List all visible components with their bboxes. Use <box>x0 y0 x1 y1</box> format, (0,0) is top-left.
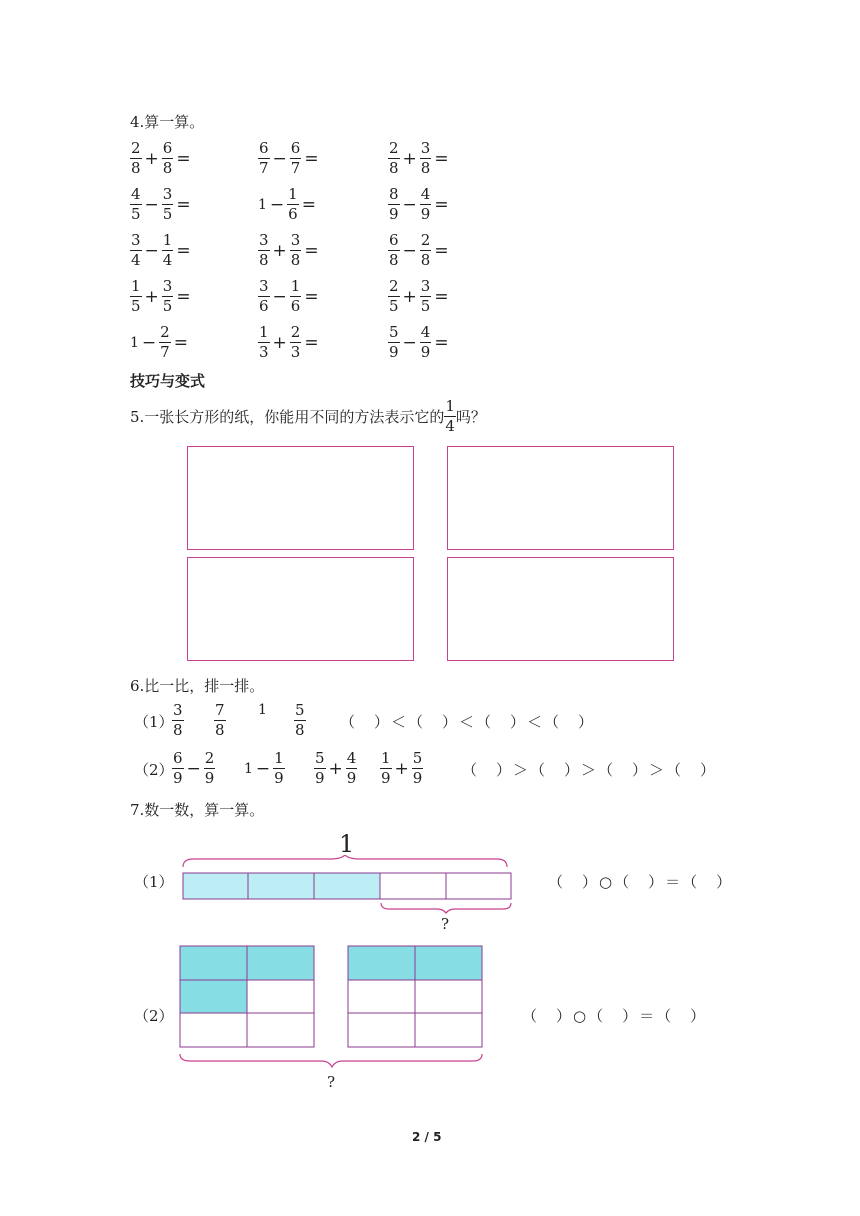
equals-sign: = <box>434 148 449 169</box>
equals-sign: = <box>304 148 319 169</box>
fraction <box>162 278 174 315</box>
equals-sign: = <box>434 240 449 261</box>
fraction <box>258 324 270 361</box>
q4-problem[interactable] <box>130 278 194 315</box>
denominator: 8 <box>295 721 305 739</box>
fraction <box>172 750 184 787</box>
q5-question <box>130 398 486 435</box>
q7-part2-right-cell <box>348 946 415 980</box>
q6-row1-label: （1） <box>134 713 174 731</box>
operator: − <box>272 148 287 169</box>
q7-part1-strip-diagram <box>175 855 525 945</box>
fraction <box>420 232 432 269</box>
q7-part2-left-cell <box>247 980 314 1013</box>
numerator: 6 <box>259 139 269 157</box>
denominator: 8 <box>389 251 399 269</box>
fraction <box>258 232 270 269</box>
equals-sign: = <box>176 194 191 215</box>
operator: − <box>141 332 157 353</box>
numerator: 5 <box>412 749 423 767</box>
whole-number: 1 <box>258 702 267 718</box>
fraction <box>420 140 432 177</box>
numerator: 6 <box>173 749 183 767</box>
numerator: 1 <box>274 749 284 767</box>
numerator: 4 <box>131 185 141 203</box>
fraction <box>388 140 400 177</box>
denominator: 8 <box>420 159 431 177</box>
numerator: 2 <box>160 323 170 341</box>
equals-sign: = <box>301 194 316 215</box>
denominator: 4 <box>131 251 141 269</box>
denominator: 5 <box>162 297 173 315</box>
numerator: 2 <box>131 139 141 157</box>
operator: + <box>272 240 287 261</box>
q7-part1-cell-4 <box>380 873 446 899</box>
fraction <box>258 278 270 315</box>
fraction <box>314 750 326 787</box>
fraction <box>258 140 270 177</box>
q4-problem[interactable] <box>258 278 322 315</box>
whole-number: 1 <box>130 334 139 351</box>
q4-problem[interactable] <box>258 140 322 177</box>
denominator: 7 <box>160 343 170 361</box>
numerator: 4 <box>346 749 357 767</box>
denominator: 8 <box>290 251 301 269</box>
q4-problem[interactable] <box>388 278 452 315</box>
equals-sign: = <box>434 194 449 215</box>
whole-number: 1 <box>244 760 253 777</box>
numerator: 1 <box>381 749 391 767</box>
q7-part2-left-cell <box>180 946 247 980</box>
equals-sign: = <box>434 286 449 307</box>
q5-frac-numerator: 1 <box>445 397 455 415</box>
q6-title: 6.比一比，排一排。 <box>130 677 265 695</box>
numerator: 1 <box>288 185 298 203</box>
q4-problem[interactable] <box>388 324 452 361</box>
q7-part1-cell-2 <box>248 873 314 899</box>
numerator: 2 <box>290 323 301 341</box>
denominator: 9 <box>389 343 399 361</box>
q7-part1-top-label: 1 <box>339 830 355 858</box>
q6-row2-label: （2） <box>134 761 174 779</box>
operator: − <box>272 286 287 307</box>
equals-sign: = <box>304 332 319 353</box>
operator: − <box>255 758 271 779</box>
numerator: 3 <box>259 277 269 295</box>
q7-part2-answer[interactable]: （ ）○（ ）＝（ ） <box>522 1007 708 1025</box>
numerator: 3 <box>259 231 269 249</box>
fraction <box>172 702 184 739</box>
denominator: 6 <box>290 297 301 315</box>
denominator: 8 <box>215 721 225 739</box>
denominator: 8 <box>420 251 431 269</box>
numerator: 7 <box>215 701 225 719</box>
q5-text-after: 吗？ <box>455 407 486 426</box>
q7-part2-left-cell <box>180 980 247 1013</box>
fraction <box>346 750 358 787</box>
section-title: 技巧与变式 <box>130 372 206 390</box>
numerator: 5 <box>389 323 399 341</box>
denominator: 5 <box>420 297 431 315</box>
q7-part2-question-mark: ? <box>327 1073 336 1091</box>
operator: + <box>402 148 417 169</box>
q6-row1-answer[interactable]: （ ）＜（ ）＜（ ）＜（ ） <box>340 713 596 731</box>
fraction <box>380 750 392 787</box>
numerator: 1 <box>290 277 301 295</box>
q5-text-before: 5.一张长方形的纸，你能用不同的方法表示它的 <box>130 407 445 426</box>
fraction <box>290 140 302 177</box>
denominator: 9 <box>389 205 399 223</box>
operator: − <box>144 194 159 215</box>
fraction <box>388 186 400 223</box>
q6-item <box>314 750 357 787</box>
denominator: 4 <box>162 251 173 269</box>
q4-title: 4.算一算。 <box>130 113 205 131</box>
numerator: 2 <box>204 749 215 767</box>
numerator: 3 <box>420 277 431 295</box>
numerator: 4 <box>420 185 431 203</box>
denominator: 6 <box>259 297 269 315</box>
denominator: 3 <box>290 343 301 361</box>
q6-item <box>380 750 423 787</box>
fraction <box>420 278 432 315</box>
numerator: 8 <box>389 185 399 203</box>
operator: + <box>144 286 159 307</box>
fraction <box>130 278 142 315</box>
denominator: 7 <box>259 159 269 177</box>
denominator: 5 <box>389 297 399 315</box>
equals-sign: = <box>304 240 319 261</box>
operator: − <box>402 194 417 215</box>
operator: + <box>394 758 409 779</box>
fraction <box>204 750 216 787</box>
denominator: 8 <box>131 159 141 177</box>
q7-part2-left-cell <box>247 946 314 980</box>
fraction <box>130 140 142 177</box>
denominator: 9 <box>381 769 391 787</box>
q7-part1-top-brace <box>183 855 507 867</box>
q6-item <box>172 702 184 739</box>
equals-sign: = <box>304 286 319 307</box>
equals-sign: = <box>176 240 191 261</box>
q4-problem[interactable] <box>258 232 322 269</box>
q4-problem[interactable] <box>130 140 194 177</box>
q6-row2-answer[interactable]: （ ）＞（ ）＞（ ）＞（ ） <box>462 761 718 779</box>
numerator: 3 <box>290 231 301 249</box>
q4-problem[interactable] <box>258 324 322 361</box>
denominator: 7 <box>290 159 301 177</box>
numerator: 5 <box>315 749 325 767</box>
denominator: 8 <box>162 159 173 177</box>
numerator: 1 <box>162 231 173 249</box>
numerator: 3 <box>420 139 431 157</box>
equals-sign: = <box>173 332 188 353</box>
q5-rectangle-2[interactable] <box>447 446 674 550</box>
numerator: 5 <box>295 701 305 719</box>
fraction <box>412 750 424 787</box>
fraction <box>214 702 226 739</box>
q7-part2-left-cell <box>247 1013 314 1047</box>
q7-part1-question-mark: ? <box>441 915 450 933</box>
fraction <box>287 186 299 223</box>
fraction <box>130 186 142 223</box>
denominator: 5 <box>162 205 173 223</box>
q4-problem[interactable] <box>258 186 319 223</box>
q7-part1-answer[interactable]: （ ）○（ ）＝（ ） <box>548 873 734 891</box>
q7-part1-cell-5 <box>446 873 511 899</box>
q5-fraction <box>444 398 456 435</box>
denominator: 9 <box>204 769 215 787</box>
equals-sign: = <box>176 286 191 307</box>
fraction <box>162 232 174 269</box>
fraction <box>388 232 400 269</box>
fraction <box>162 140 174 177</box>
page-number: 2 / 5 <box>412 1130 442 1144</box>
q4-problem[interactable] <box>130 232 194 269</box>
denominator: 8 <box>173 721 183 739</box>
fraction <box>420 324 432 361</box>
denominator: 9 <box>173 769 183 787</box>
numerator: 6 <box>389 231 399 249</box>
denominator: 9 <box>274 769 284 787</box>
q6-item <box>172 750 215 787</box>
numerator: 3 <box>162 185 173 203</box>
fraction <box>162 186 174 223</box>
q7-part2-bottom-brace <box>180 1054 482 1067</box>
numerator: 4 <box>420 323 431 341</box>
q7-part1-cell-3 <box>314 873 380 899</box>
denominator: 5 <box>131 297 141 315</box>
q6-item <box>258 702 267 718</box>
equals-sign: = <box>434 332 449 353</box>
denominator: 9 <box>420 205 431 223</box>
denominator: 8 <box>259 251 269 269</box>
operator: + <box>144 148 159 169</box>
denominator: 6 <box>288 205 298 223</box>
operator: − <box>144 240 159 261</box>
denominator: 9 <box>420 343 431 361</box>
q7-title: 7.数一数，算一算。 <box>130 801 265 819</box>
fraction <box>130 232 142 269</box>
denominator: 3 <box>259 343 269 361</box>
q7-part1-cell-1 <box>183 873 248 899</box>
operator: + <box>402 286 417 307</box>
numerator: 6 <box>290 139 301 157</box>
denominator: 9 <box>346 769 357 787</box>
numerator: 6 <box>162 139 173 157</box>
operator: + <box>272 332 287 353</box>
q7-part2-label: （2） <box>134 1007 174 1025</box>
numerator: 1 <box>131 277 141 295</box>
numerator: 1 <box>259 323 269 341</box>
equals-sign: = <box>176 148 191 169</box>
numerator: 3 <box>131 231 141 249</box>
q6-item <box>244 750 285 787</box>
q7-part2-right-cell <box>348 980 415 1013</box>
denominator: 8 <box>389 159 399 177</box>
denominator: 5 <box>131 205 141 223</box>
fraction <box>159 324 171 361</box>
operator: − <box>402 240 417 261</box>
fraction <box>294 702 306 739</box>
q7-part2-right-cell <box>415 980 482 1013</box>
fraction <box>290 232 302 269</box>
operator: − <box>269 194 285 215</box>
q4-problem[interactable] <box>388 140 452 177</box>
numerator: 2 <box>389 277 399 295</box>
numerator: 2 <box>420 231 431 249</box>
q4-problem[interactable] <box>130 186 194 223</box>
q4-problem[interactable] <box>388 232 452 269</box>
q7-part2-left-cell <box>180 1013 247 1047</box>
q7-part1-label: （1） <box>134 873 174 891</box>
q4-problem[interactable] <box>388 186 452 223</box>
denominator: 9 <box>315 769 325 787</box>
fraction <box>290 278 302 315</box>
fraction <box>273 750 285 787</box>
q7-part2-grid-diagram <box>175 940 495 1070</box>
q6-item <box>294 702 306 739</box>
operator: + <box>328 758 343 779</box>
operator: − <box>186 758 201 779</box>
q6-item <box>214 702 226 739</box>
q7-part2-right-cell <box>415 946 482 980</box>
fraction <box>420 186 432 223</box>
q5-rectangle-1[interactable] <box>187 446 414 550</box>
fraction <box>388 324 400 361</box>
q7-part2-right-cell <box>348 1013 415 1047</box>
fraction <box>388 278 400 315</box>
q7-part2-right-cell <box>415 1013 482 1047</box>
whole-number: 1 <box>258 196 267 213</box>
fraction <box>290 324 302 361</box>
q7-part1-bottom-brace <box>381 903 511 913</box>
numerator: 2 <box>389 139 399 157</box>
q5-rectangle-4[interactable] <box>447 557 674 661</box>
q5-rectangle-3[interactable] <box>187 557 414 661</box>
q5-frac-denominator: 4 <box>445 417 455 435</box>
operator: − <box>402 332 417 353</box>
q4-problem[interactable] <box>130 324 191 361</box>
numerator: 3 <box>162 277 173 295</box>
denominator: 9 <box>412 769 423 787</box>
numerator: 3 <box>173 701 183 719</box>
